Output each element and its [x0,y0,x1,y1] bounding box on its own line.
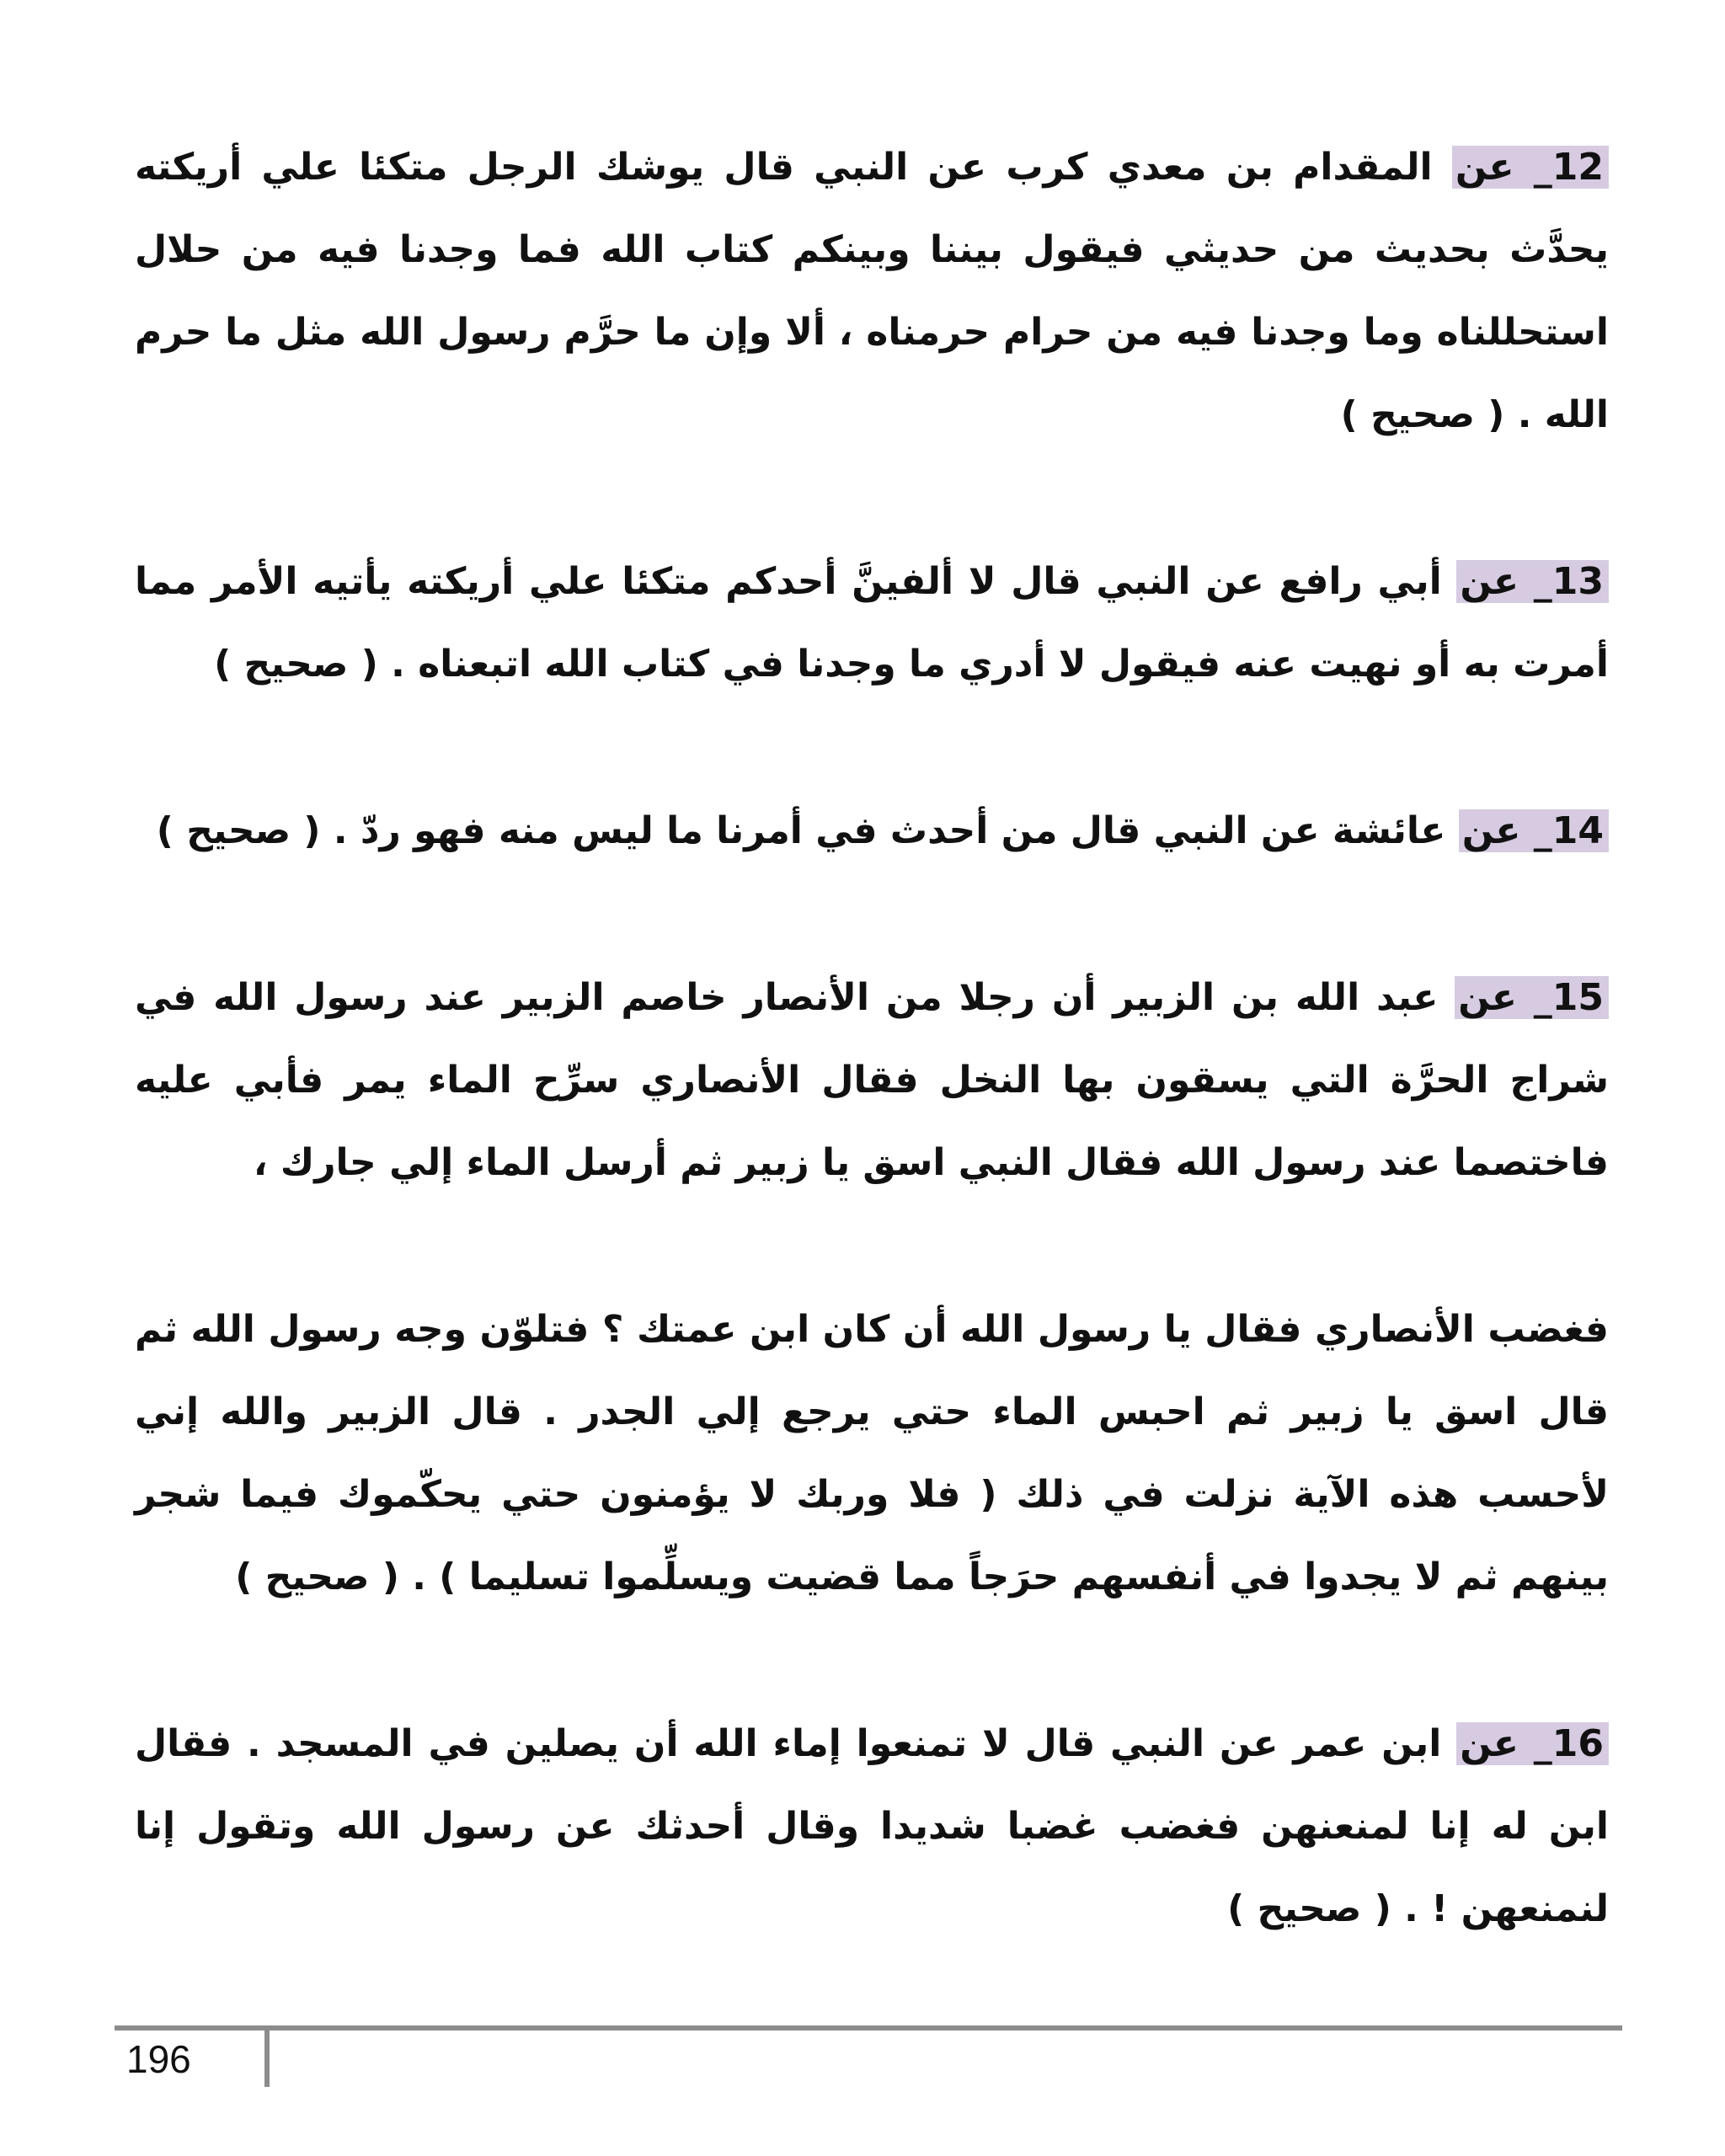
hadith-text: المقدام بن معدي كرب عن النبي قال يوشك الرجل متكئا علي أريكته يحدَّث بحديث من حديثي فيقول بيننا وبينكم كتاب الله فما وجدنا فيه من حلال استحللناه وما وجدنا فيه من حرام حرمناه ، ألا وإن ما حرَّم رسول الله مثل ما حرم الله . ( صحيح ) [135,146,1609,436]
hadith-12 [135,126,1609,456]
hadith-16 [135,1703,1609,1951]
hadith-text: ابن عمر عن النبي قال لا تمنعوا إماء الله أن يصلين في المسجد . فقال ابن له إنا لمنعنهن فغضب غضبا شديدا وقال أحدثك عن رسول الله وتقول إنا لنمنعهن ! . ( صحيح ) [135,1722,1609,1930]
hadith-text: عائشة عن النبي قال من أحدث في أمرنا ما ليس منه فهو ردّ . ( صحيح ) [156,809,1459,852]
hadith-15 [135,957,1609,1204]
hadith-number-label: 13_ عن [1456,560,1609,603]
hadith-14 [135,790,1609,873]
hadith-number-label: 16_ عن [1456,1722,1609,1765]
footer-divider-tick [264,2028,270,2087]
hadith-number-label: 14_ عن [1459,809,1609,852]
hadith-text: عبد الله بن الزبير أن رجلا من الأنصار خاصم الزبير عند رسول الله في شراج الحرَّة التي يسقون بها النخل فقال الأنصاري سرِّح الماء يمر فأبي عليه فاختصما عند رسول الله فقال النبي اسق يا زبير ثم أرسل الماء إلي جارك ، [135,976,1609,1184]
page-number: 196 [126,2037,191,2081]
footer-divider [115,2025,1622,2031]
page-body [135,126,1609,1951]
hadith-number-label: 12_ عن [1452,146,1609,189]
hadith-number-label: 15_ عن [1455,976,1609,1019]
hadith-15-continuation [135,1289,1609,1619]
hadith-13 [135,541,1609,706]
hadith-text: فغضب الأنصاري فقال يا رسول الله أن كان ابن عمتك ؟ فتلوّن وجه رسول الله ثم قال اسق يا زبير ثم احبس الماء حتي يرجع إلي الجدر . قال الزبير والله إني لأحسب هذه الآية نزلت في ذلك ( فلا وربك لا يؤمنون حتي يحكّموك فيما شجر بينهم ثم لا يجدوا في أنفسهم حرَجاً مما قضيت ويسلِّموا تسليما ) . ( صحيح ) [135,1308,1609,1598]
hadith-text: أبي رافع عن النبي قال لا ألفينَّ أحدكم متكئا علي أريكته يأتيه الأمر مما أمرت به أو نهيت عنه فيقول لا أدري ما وجدنا في كتاب الله اتبعناه . ( صحيح ) [135,560,1609,686]
